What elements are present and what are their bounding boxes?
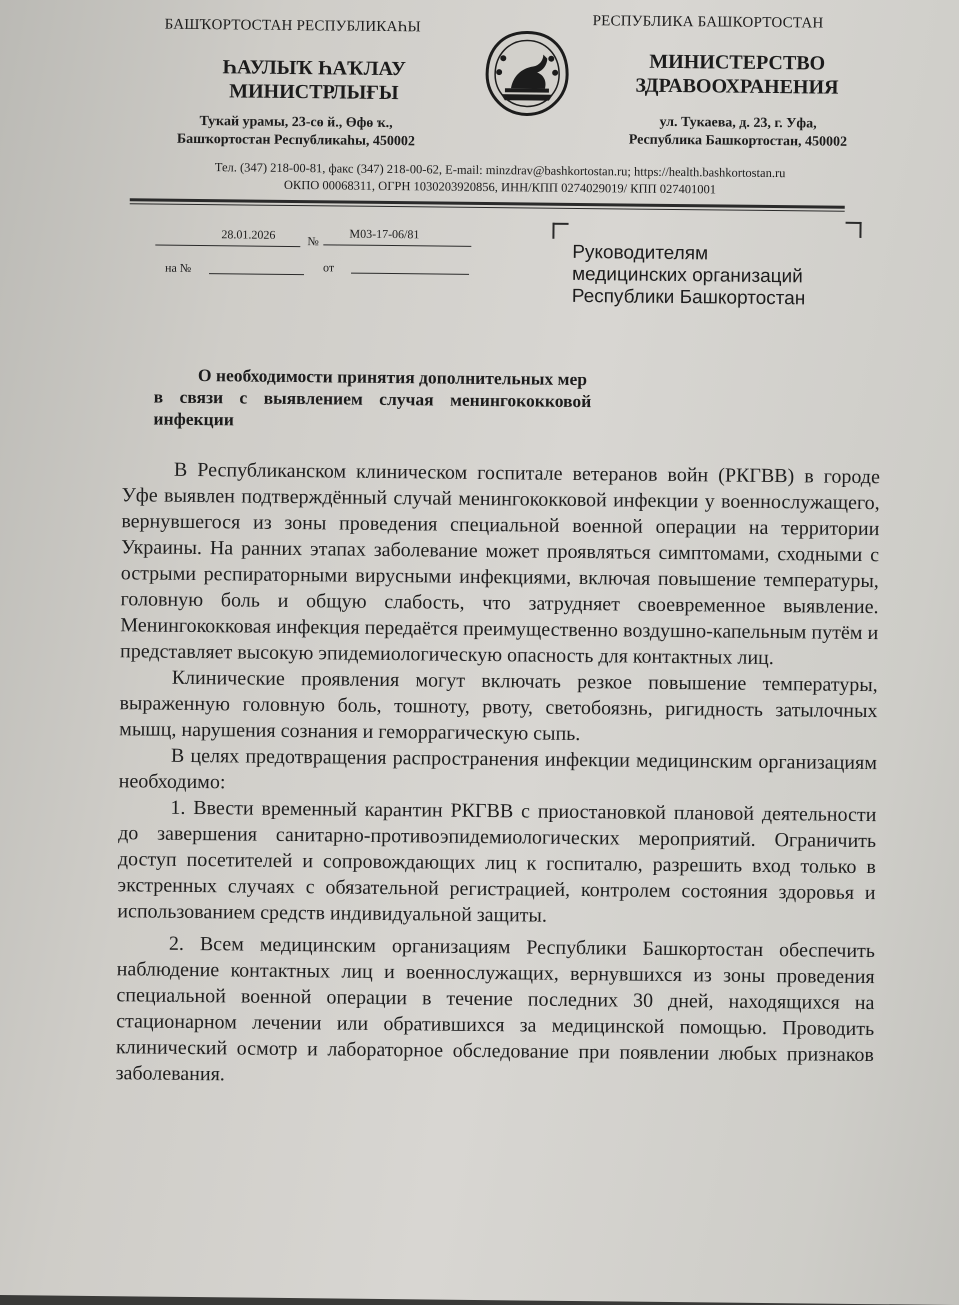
ministry-name-bashkir xyxy=(209,55,419,105)
reference-underline xyxy=(209,273,304,275)
recipient-corner-right xyxy=(845,222,861,238)
contacts-registration-codes: ОКПО 00068311, ОГРН 1030203920856, ИНН/КПП 0274029019/ КПП 027401001 xyxy=(283,177,717,197)
letter-subject xyxy=(153,364,664,435)
registration-number: М03-17-06/81 xyxy=(349,226,420,242)
body-item-1: 1. Ввести временный карантин РКГВВ с приостановкой плановой деятельности до завершения санитарно-противоэпидемиологических мероприятий. Ограничить доступ посетителей и сопровождающих лиц к госпиталю, разрешить вход только в экстренных случаях с обязательной регистрацией, контролем состояния здоровья и использованием средств индивидуальной защиты. xyxy=(117,796,877,927)
address-russian-line2: Республика Башкортостан, 450002 xyxy=(628,132,848,150)
subject-line3: инфекции xyxy=(153,408,234,430)
ministry-name-russian-line1: МИНИСТЕРСТВО xyxy=(649,50,826,75)
subject-line2: в связи с выявлением случая менингококковой xyxy=(153,386,592,412)
address-bashkir-line2: Башҡортостан Республикаһы, 450002 xyxy=(176,131,415,150)
body-paragraph-2: Клинические проявления могут включать резкое повышение температуры, выраженную головную боль, тошноту, рвоту, светобоязнь, ригидность затылочных мышц, нарушения сознания и геморрагическую сыпь. xyxy=(119,666,878,746)
registration-date: 28.01.2026 xyxy=(221,227,276,242)
recipient-line1: Руководителям xyxy=(572,241,709,265)
recipient-line3: Республики Башкортостан xyxy=(571,285,806,310)
registration-number-label: № xyxy=(307,234,319,249)
header-republic-russian: РЕСПУБЛИКА БАШКОРТОСТАН xyxy=(592,13,824,32)
recipient-line2: медицинских организаций xyxy=(571,263,803,288)
address-russian xyxy=(610,113,865,152)
reference-label: на № xyxy=(165,260,192,275)
body-paragraph-1: В Республиканском клиническом госпитале ветеранов войн (РКГВВ) в городе Уфе выявлен подтверждённый случай менингококковой инфекции у военнослужащего, вернувшегося из зоны проведения специальной военной операции на территории Украины. На ранних этапах заболевание может проявляться симптомами, сходными с острыми респираторными вирусными инфекциями, включая повышение температуры, головную боль и общую слабость, что затрудняет своевременное выявление. Менингококковая инфекция передаётся преимущественно воздушно-капельным путём и представляет высокую эпидемиологическую опасность для контактных лиц. xyxy=(119,458,881,670)
ministry-name-russian xyxy=(627,49,847,99)
body-item-2: 2. Всем медицинским организациям Республики Башкортостан обеспечить наблюдение контактных лиц и военнослужащих, вернувшихся из зоны проведения специальной военной операции в течение последних 30 дней, находящихся на стационарном лечении или обратившихся за медицинской помощью. Проводить клинический осмотр и лабораторное обследование при появлении любых признаков заболевания. xyxy=(115,932,876,1086)
reference-from-underline xyxy=(351,273,469,275)
address-bashkir-line1: Туҡай урамы, 23-сө й., Өфө ҡ., xyxy=(199,114,393,132)
ministry-name-bashkir-line1: ҺАУЛЫҠ ҺАҠЛАУ xyxy=(222,56,407,81)
coat-of-arms-emblem xyxy=(481,28,574,126)
ministry-name-russian-line2: ЗДРАВООХРАНЕНИЯ xyxy=(635,74,839,99)
contacts-block xyxy=(130,158,870,200)
address-russian-line1: ул. Тукаева, д. 23, г. Уфа, xyxy=(659,114,817,132)
address-bashkir xyxy=(158,113,433,152)
recipient-corner-left xyxy=(552,223,568,239)
recipient-block xyxy=(572,242,806,310)
ministry-name-bashkir-line2: МИНИСТРЛЫҒЫ xyxy=(229,80,399,105)
number-underline xyxy=(323,244,471,247)
header-republic-bashkir: БАШҠОРТОСТАН РЕСПУБЛИКАҺЫ xyxy=(164,16,421,36)
letter-body xyxy=(116,456,881,1094)
body-paragraph-3: В целях предотвращения распространения инфекции медицинским организациям необходимо: xyxy=(118,744,878,794)
subject-line1: О необходимости принятия дополнительных мер xyxy=(197,365,588,390)
contacts-phone-email: Тел. (347) 218-00-81, факс (347) 218-00-62, E-mail: minzdrav@bashkortostan.ru; https://health.bashkortostan.ru xyxy=(214,160,786,181)
reference-from-label: от xyxy=(323,260,335,275)
date-underline xyxy=(155,245,300,248)
